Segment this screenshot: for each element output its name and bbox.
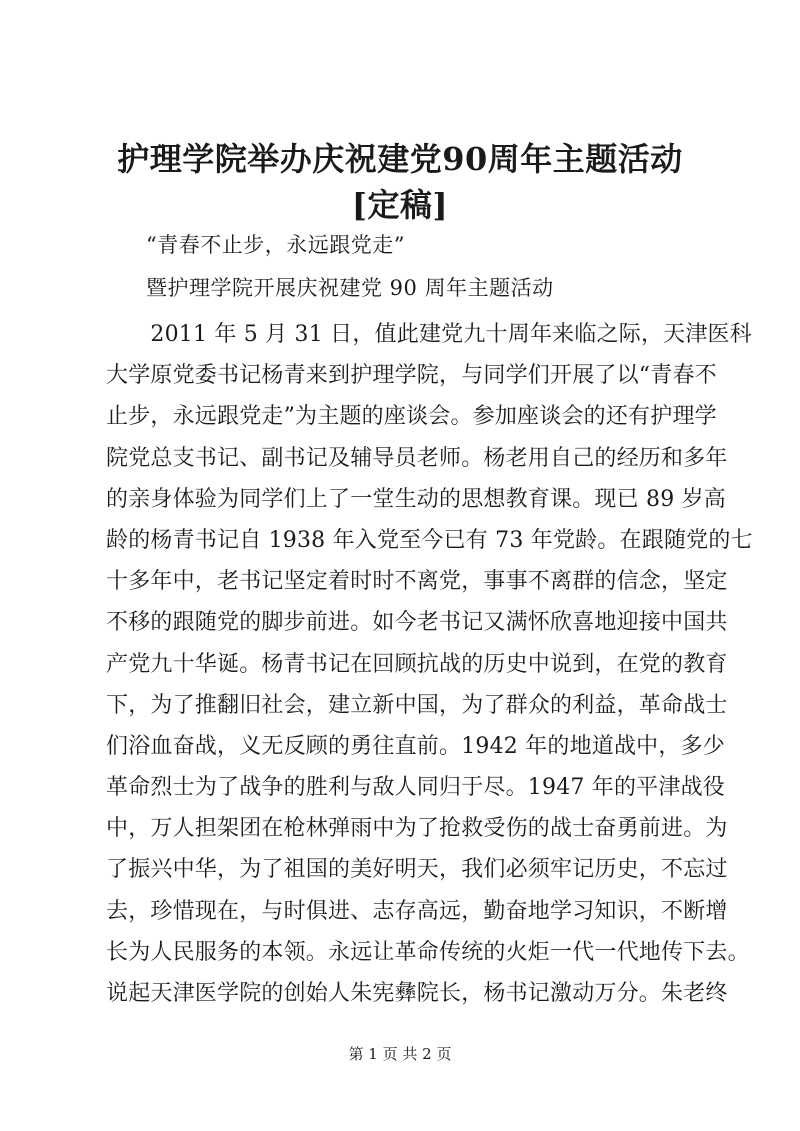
body-line: 下，为了推翻旧社会，建立新中国，为了群众的利益，革命战士: [106, 692, 728, 718]
body-line: 去，珍惜现在，与时俱进、志存高远，勤奋地学习知识，不断增: [106, 898, 728, 924]
body-text: [106, 314, 753, 1014]
body-line: 们浴血奋战，义无反顾的勇往直前。1942 年的地道战中，多少: [106, 733, 725, 759]
body-line: 的亲身体验为同学们上了一堂生动的思想教育课。现已 89 岁高: [106, 486, 726, 512]
body-line: 大学原党委书记杨青来到护理学院，与同学们开展了以“青春不: [106, 363, 717, 389]
body-line: 中，万人担架团在枪林弹雨中为了抢救受伤的战士奋勇前进。为: [106, 816, 728, 842]
subtitle-slogan: “青春不止步，永远跟党走”: [146, 233, 405, 257]
body-line: 十多年中，老书记坚定着时时不离党，事事不离群的信念，坚定: [106, 569, 728, 595]
body-line: 2011 年 5 月 31 日，值此建党九十周年来临之际，天津医科: [106, 322, 752, 347]
body-line: 长为人民服务的本领。永远让革命传统的火炬一代一代地传下去。: [106, 939, 750, 965]
body-line: 产党九十华诞。杨青书记在回顾抗战的历史中说到，在党的教育: [106, 651, 728, 677]
body-line: 革命烈士为了战争的胜利与敌人同归于尽。1947 年的平津战役: [106, 775, 725, 801]
page-number: 第 1 页 共 2 页: [348, 1045, 452, 1063]
body-line: 了振兴中华，为了祖国的美好明天，我们必须牢记历史，不忘过: [106, 857, 728, 883]
body-line: 不移的跟随党的脚步前进。如今老书记又满怀欣喜地迎接中国共: [106, 610, 728, 636]
body-line: 院党总支书记、副书记及辅导员老师。杨老用自己的经历和多年: [106, 445, 728, 471]
page-title: 护理学院举办庆祝建党90周年主题活动[定稿]: [117, 140, 683, 224]
body-line: 说起天津医学院的创始人朱宪彝院长，杨书记激动万分。朱老终: [106, 981, 728, 1006]
body-line: 龄的杨青书记自 1938 年入党至今已有 73 年党龄。在跟随党的七: [106, 527, 753, 553]
body-line: 止步，永远跟党走”为主题的座谈会。参加座谈会的还有护理学: [106, 404, 717, 430]
subtitle-event: 暨护理学院开展庆祝建党 90 周年主题活动: [146, 276, 554, 300]
